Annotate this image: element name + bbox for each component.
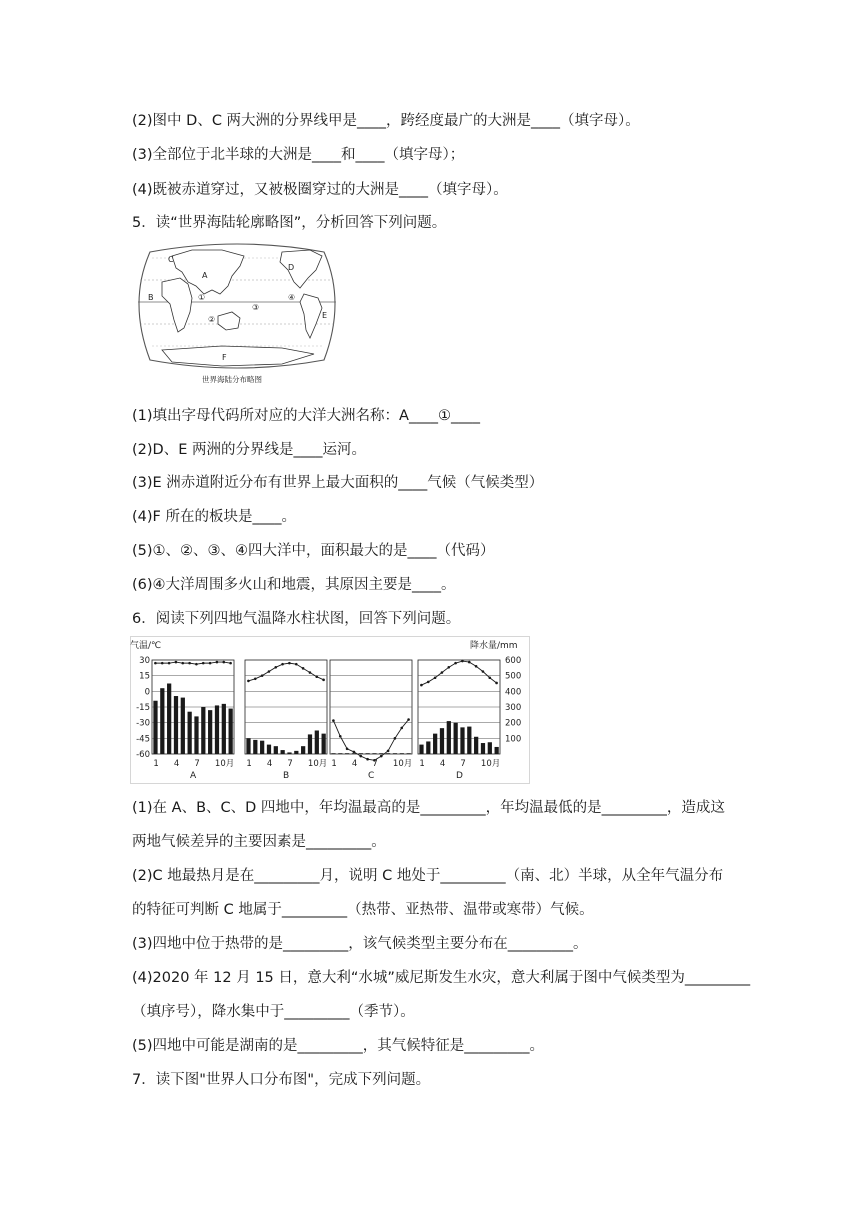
- map-label-e: E: [322, 311, 328, 320]
- temp-point: [427, 681, 430, 684]
- temp-point: [161, 662, 164, 665]
- map-label-ocean-3: ③: [252, 303, 260, 312]
- temp-point: [247, 680, 250, 683]
- temp-tick-label: -60: [136, 750, 150, 760]
- question-6-part-1-line-1: (1)在 A、B、C、D 四地中，年均温最高的是_________，年均温最低的是_________，造成这: [132, 800, 725, 816]
- precip-bar: [308, 734, 312, 754]
- map-label-d: D: [288, 263, 295, 272]
- precip-bar: [301, 746, 305, 754]
- question-6-title: 6．阅读下列四地气温降水柱状图，回答下列问题。: [132, 611, 461, 627]
- temp-point: [454, 662, 457, 665]
- precip-bar: [281, 750, 285, 754]
- precip-tick-label: 200: [505, 718, 522, 729]
- temp-point: [332, 719, 335, 722]
- temp-point: [353, 751, 356, 754]
- precip-bar: [229, 709, 233, 754]
- station-label: B: [283, 771, 290, 781]
- precip-bar: [315, 731, 319, 755]
- precip-bar: [440, 728, 444, 754]
- temp-point: [322, 679, 325, 682]
- temp-tick-label: 30: [139, 656, 150, 666]
- precip-tick-label: 500: [505, 671, 522, 682]
- precip-bar: [488, 742, 492, 754]
- climate-charts: [130, 636, 530, 784]
- temp-point: [188, 662, 191, 665]
- precip-bar: [287, 752, 291, 754]
- map-label-a: A: [202, 271, 208, 280]
- temp-point: [434, 676, 437, 679]
- station-label: D: [456, 771, 463, 781]
- month-tick-label: 7: [372, 759, 378, 769]
- precip-tick-label: 400: [505, 687, 522, 698]
- question-5-part-6: (6)④大洋周围多火山和地震，其原因主要是____。: [132, 577, 456, 593]
- temp-point: [181, 662, 184, 665]
- precip-bar: [372, 753, 376, 754]
- month-tick-label: 7: [194, 759, 200, 769]
- station-label: C: [368, 771, 375, 781]
- temp-point: [387, 750, 390, 753]
- precip-bar: [322, 734, 326, 754]
- temp-point: [380, 755, 383, 758]
- temp-point: [482, 670, 485, 673]
- temp-point: [407, 718, 410, 721]
- precip-bar: [393, 753, 397, 754]
- temp-point: [281, 663, 284, 666]
- month-tick-label: 1: [246, 759, 252, 769]
- precip-bar: [267, 745, 271, 754]
- question-6-part-3: (3)四地中位于热带的是_________，该气候类型主要分布在_________。: [132, 936, 588, 952]
- temp-point: [154, 662, 157, 665]
- temp-point: [254, 678, 257, 681]
- temp-tick-label: -30: [136, 718, 150, 729]
- precip-bar: [481, 743, 485, 754]
- temp-tick-label: -15: [136, 703, 150, 713]
- month-tick-label: 10月: [307, 759, 328, 769]
- question-4-part-4: (4)既被赤道穿过，又被极圈穿过的大洲是____（填字母）。: [132, 182, 508, 198]
- precip-bar: [253, 740, 257, 754]
- precip-bar: [181, 698, 185, 754]
- precip-bar: [407, 753, 411, 754]
- month-tick-label: 1: [331, 759, 337, 769]
- temp-point: [447, 666, 450, 669]
- temp-point: [441, 671, 444, 674]
- precip-bar: [366, 753, 370, 754]
- temp-tick-label: 0: [144, 687, 150, 698]
- temp-point: [315, 675, 318, 678]
- question-6-part-1-line-2: 两地气候差异的主要因素是_________。: [132, 834, 386, 850]
- precip-bar: [474, 737, 478, 754]
- precip-bar: [188, 712, 192, 754]
- map-caption: 世界海陆分布略图: [202, 375, 262, 384]
- temp-point: [420, 684, 423, 687]
- precip-bar: [174, 696, 178, 754]
- month-tick-label: 10月: [392, 759, 413, 769]
- temp-point: [366, 758, 369, 761]
- temp-point: [346, 747, 349, 750]
- precip-bar: [433, 734, 437, 754]
- precip-bar: [454, 723, 458, 754]
- map-label-c: C: [168, 255, 174, 264]
- precip-bar: [495, 747, 499, 754]
- temp-point: [359, 755, 362, 758]
- question-4-part-3: (3)全部位于北半球的大洲是____和____（填字母）；: [132, 147, 465, 163]
- question-5-part-2: (2)D、E 两洲的分界线是____运河。: [132, 442, 366, 458]
- temp-point: [495, 682, 498, 685]
- temp-point: [488, 676, 491, 679]
- temp-tick-label: 15: [139, 671, 150, 682]
- station-label: A: [190, 771, 197, 781]
- temp-point: [309, 671, 312, 674]
- temp-point: [288, 662, 291, 665]
- precip-bar: [379, 753, 383, 754]
- month-tick-label: 10月: [480, 759, 501, 769]
- month-tick-label: 4: [266, 759, 273, 769]
- month-tick-label: 1: [153, 759, 159, 769]
- question-5-part-4: (4)F 所在的板块是____。: [132, 509, 296, 525]
- temp-point: [475, 665, 478, 668]
- precip-bar: [386, 753, 390, 754]
- month-tick-label: 10月: [214, 759, 235, 769]
- world-land-sea-map: [132, 242, 342, 392]
- question-5-part-1: (1)填出字母代码所对应的大洋大洲名称：A____①____: [132, 408, 480, 424]
- precip-bar: [294, 751, 298, 754]
- temp-axis-label: 气温/℃: [130, 641, 162, 651]
- precip-bar: [260, 741, 264, 754]
- precip-bar: [338, 753, 342, 754]
- map-label-ocean-4: ④: [288, 293, 296, 302]
- precip-bar: [460, 727, 464, 754]
- map-label-f: F: [222, 353, 227, 362]
- temp-point: [216, 661, 219, 664]
- precip-bar: [447, 721, 451, 754]
- question-7-title: 7．读下图"世界人口分布图"，完成下列问题。: [132, 1072, 431, 1088]
- temp-point: [261, 674, 264, 677]
- precip-bar: [400, 753, 404, 754]
- precip-bar: [331, 753, 335, 754]
- precip-tick-label: 100: [505, 734, 522, 745]
- precip-bar: [215, 705, 219, 754]
- temp-point: [195, 663, 198, 666]
- precip-axis-label: 降水量/mm: [470, 641, 518, 651]
- question-5-part-5: (5)①、②、③、④四大洋中，面积最大的是____（代码）: [132, 543, 495, 559]
- precip-bar: [359, 753, 363, 754]
- temp-point: [268, 670, 271, 673]
- question-5-title: 5．读“世界海陆轮廓略图”，分析回答下列问题。: [132, 215, 447, 231]
- precip-bar: [194, 716, 198, 754]
- precip-bar: [467, 727, 471, 754]
- precip-bar: [246, 738, 250, 754]
- question-6-part-5: (5)四地中可能是湖南的是_________，其气候特征是_________。: [132, 1038, 545, 1054]
- precip-bar: [426, 741, 430, 754]
- precip-bar: [208, 710, 212, 754]
- month-tick-label: 4: [351, 759, 358, 769]
- question-6-part-4-line-1: (4)2020 年 12 月 15 日，意大利“水城”威尼斯发生水灾，意大利属于图中气候类型为_________: [132, 970, 751, 986]
- temp-point: [168, 662, 171, 665]
- temp-tick-label: -45: [136, 734, 150, 745]
- temp-point: [302, 667, 305, 670]
- precip-tick-label: 600: [505, 656, 522, 666]
- map-label-ocean-1: ①: [198, 293, 206, 302]
- question-6-part-4-line-2: （填序号），降水集中于_________（季节）。: [132, 1004, 415, 1020]
- temp-point: [295, 663, 298, 666]
- temp-point: [394, 737, 397, 740]
- temp-point: [274, 666, 277, 669]
- temp-point: [229, 662, 232, 665]
- precip-bar: [201, 707, 205, 754]
- map-label-ocean-2: ②: [208, 315, 216, 324]
- month-tick-label: 4: [173, 759, 180, 769]
- temp-point: [175, 661, 178, 664]
- temp-point: [400, 727, 403, 730]
- temp-point: [202, 662, 205, 665]
- temp-point: [209, 662, 212, 665]
- month-tick-label: 4: [439, 759, 446, 769]
- precip-bar: [419, 745, 423, 754]
- precip-bar: [160, 688, 164, 754]
- month-tick-label: 7: [287, 759, 293, 769]
- precip-tick-label: 300: [505, 703, 522, 713]
- map-label-b: B: [148, 293, 154, 302]
- temp-point: [222, 661, 225, 664]
- temp-point: [468, 661, 471, 664]
- month-tick-label: 1: [419, 759, 425, 769]
- question-4-part-2: (2)图中 D、C 两大洲的分界线甲是____，跨经度最广的大洲是____（填字母）。: [132, 113, 640, 129]
- precip-bar: [345, 753, 349, 754]
- question-6-part-2-line-1: (2)C 地最热月是在_________月，说明 C 地处于_________（南、北）半球，从全年气温分布: [132, 868, 724, 884]
- precip-bar: [274, 746, 278, 754]
- month-tick-label: 7: [460, 759, 466, 769]
- question-6-part-2-line-2: 的特征可判断 C 地属于_________（热带、亚热带、温带或寒带）气候。: [132, 902, 594, 918]
- temp-point: [461, 660, 464, 663]
- precip-bar: [167, 684, 171, 755]
- precip-bar: [153, 701, 157, 754]
- question-5-part-3: (3)E 洲赤道附近分布有世界上最大面积的____气候（气候类型）: [132, 475, 544, 491]
- temp-point: [339, 735, 342, 738]
- precip-bar: [222, 704, 226, 754]
